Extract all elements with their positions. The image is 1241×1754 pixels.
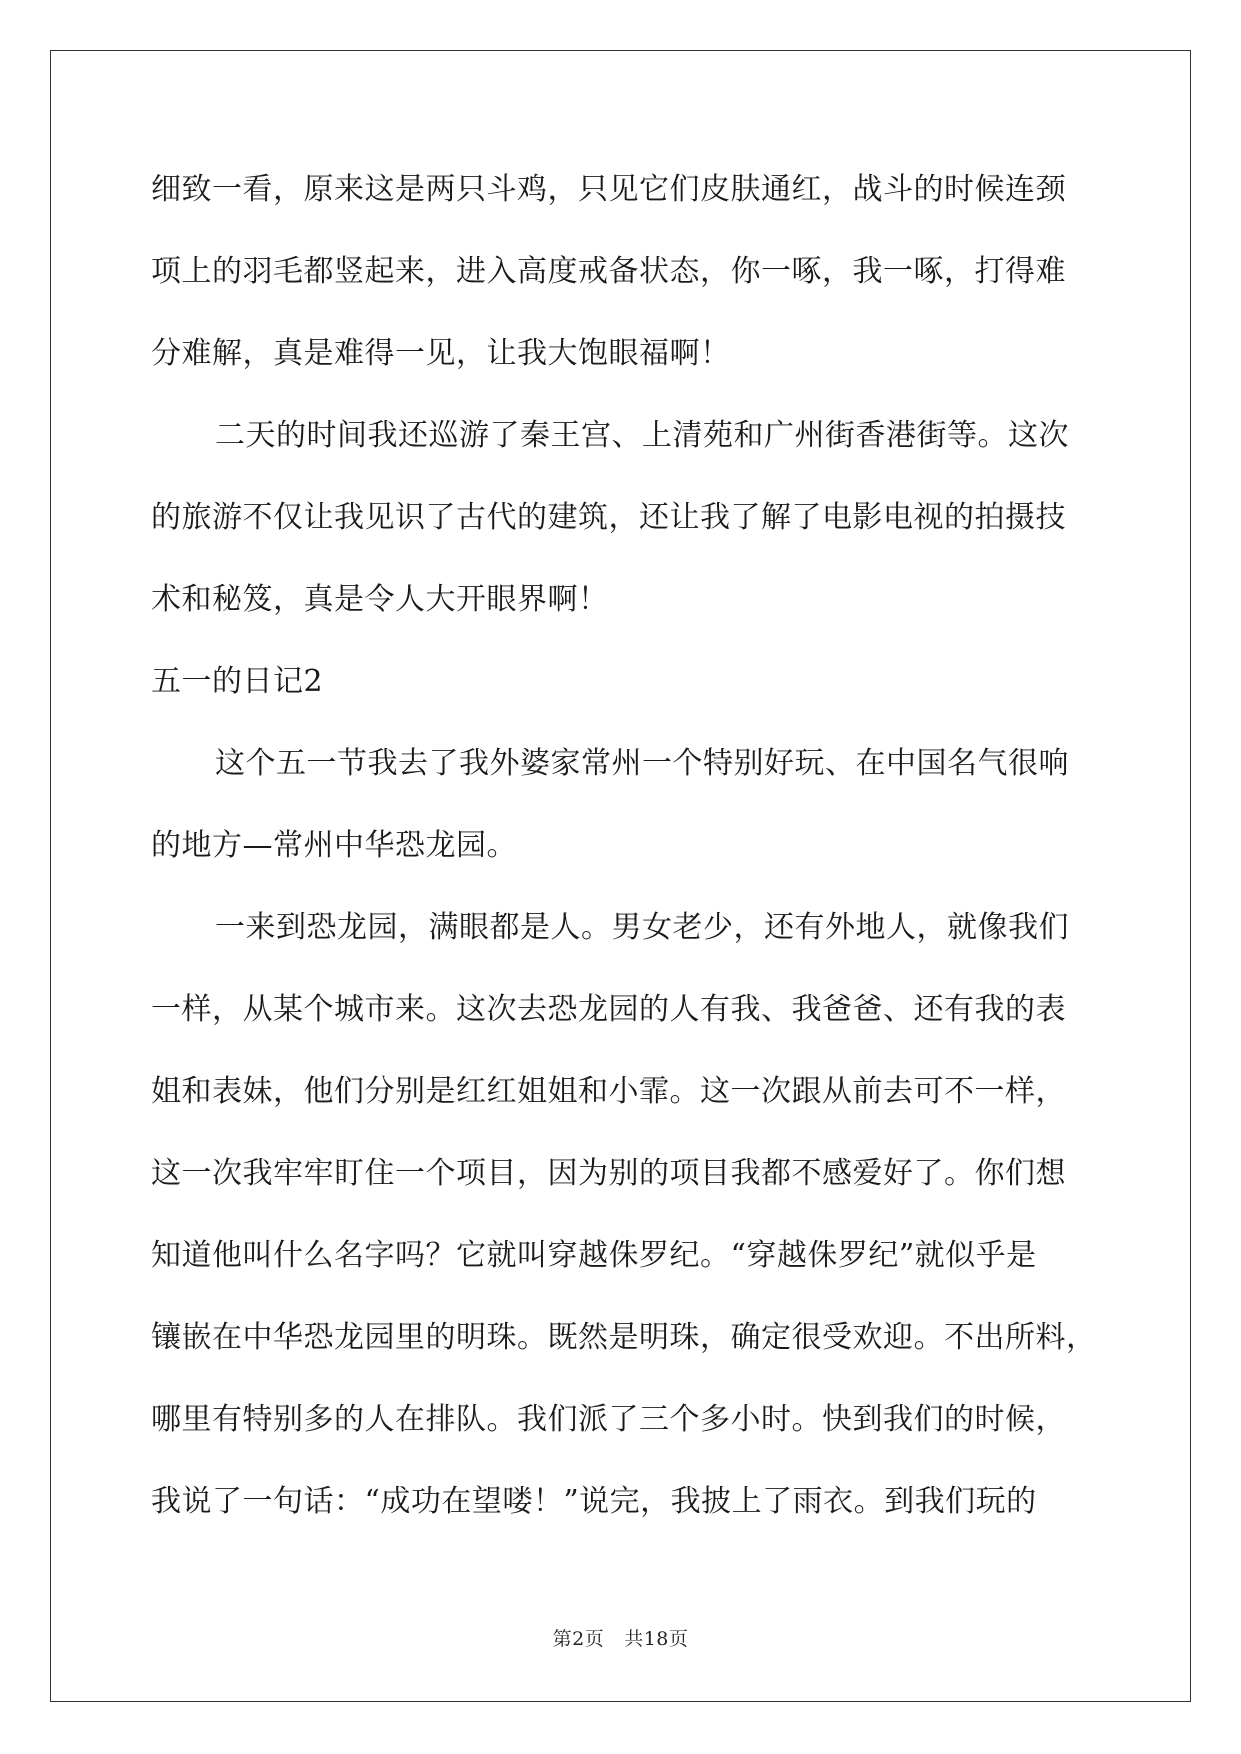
text-line: 知道他叫什么名字吗？它就叫穿越侏罗纪。“穿越侏罗纪”就似乎是 <box>151 1238 1037 1273</box>
paragraph-start-line: 二天的时间我还巡游了秦王宫、上清苑和广州街香港街等。这次 <box>215 418 1069 453</box>
text-line: 我说了一句话：“成功在望喽！”说完，我披上了雨衣。到我们玩的 <box>151 1484 1037 1519</box>
text-line: 细致一看，原来这是两只斗鸡，只见它们皮肤通红，战斗的时候连颈 <box>151 172 1066 207</box>
text-line: 一样，从某个城市来。这次去恐龙园的人有我、我爸爸、还有我的表 <box>151 992 1066 1027</box>
document-body <box>151 160 1096 1554</box>
text-line: 的地方—常州中华恐龙园。 <box>151 828 517 863</box>
text-line: 项上的羽毛都竖起来，进入高度戒备状态，你一啄，我一啄，打得难 <box>151 254 1066 289</box>
text-line: 镶嵌在中华恐龙园里的明珠。既然是明珠，确定很受欢迎。不出所料， <box>151 1320 1097 1355</box>
text-line: 术和秘笈，真是令人大开眼界啊！ <box>151 582 609 617</box>
text-line: 的旅游不仅让我见识了古代的建筑，还让我了解了电影电视的拍摄技 <box>151 500 1066 535</box>
page-footer <box>0 1624 1241 1651</box>
page-total: 共18页 <box>624 1628 689 1650</box>
paragraph-start-line: 这个五一节我去了我外婆家常州一个特别好玩、在中国名气很响 <box>215 746 1069 781</box>
text-line: 哪里有特别多的人在排队。我们派了三个多小时。快到我们的时候， <box>151 1402 1066 1437</box>
text-line: 这一次我牢牢盯住一个项目，因为别的项目我都不感爱好了。你们想 <box>151 1156 1066 1191</box>
paragraph-start-line: 一来到恐龙园，满眼都是人。男女老少，还有外地人，就像我们 <box>215 910 1069 945</box>
page-number: 第2页 <box>552 1628 605 1650</box>
text-line: 分难解，真是难得一见，让我大饱眼福啊！ <box>151 336 731 371</box>
section-heading: 五一的日记2 <box>151 664 324 699</box>
text-line: 姐和表妹，他们分别是红红姐姐和小霏。这一次跟从前去可不一样， <box>151 1074 1066 1109</box>
